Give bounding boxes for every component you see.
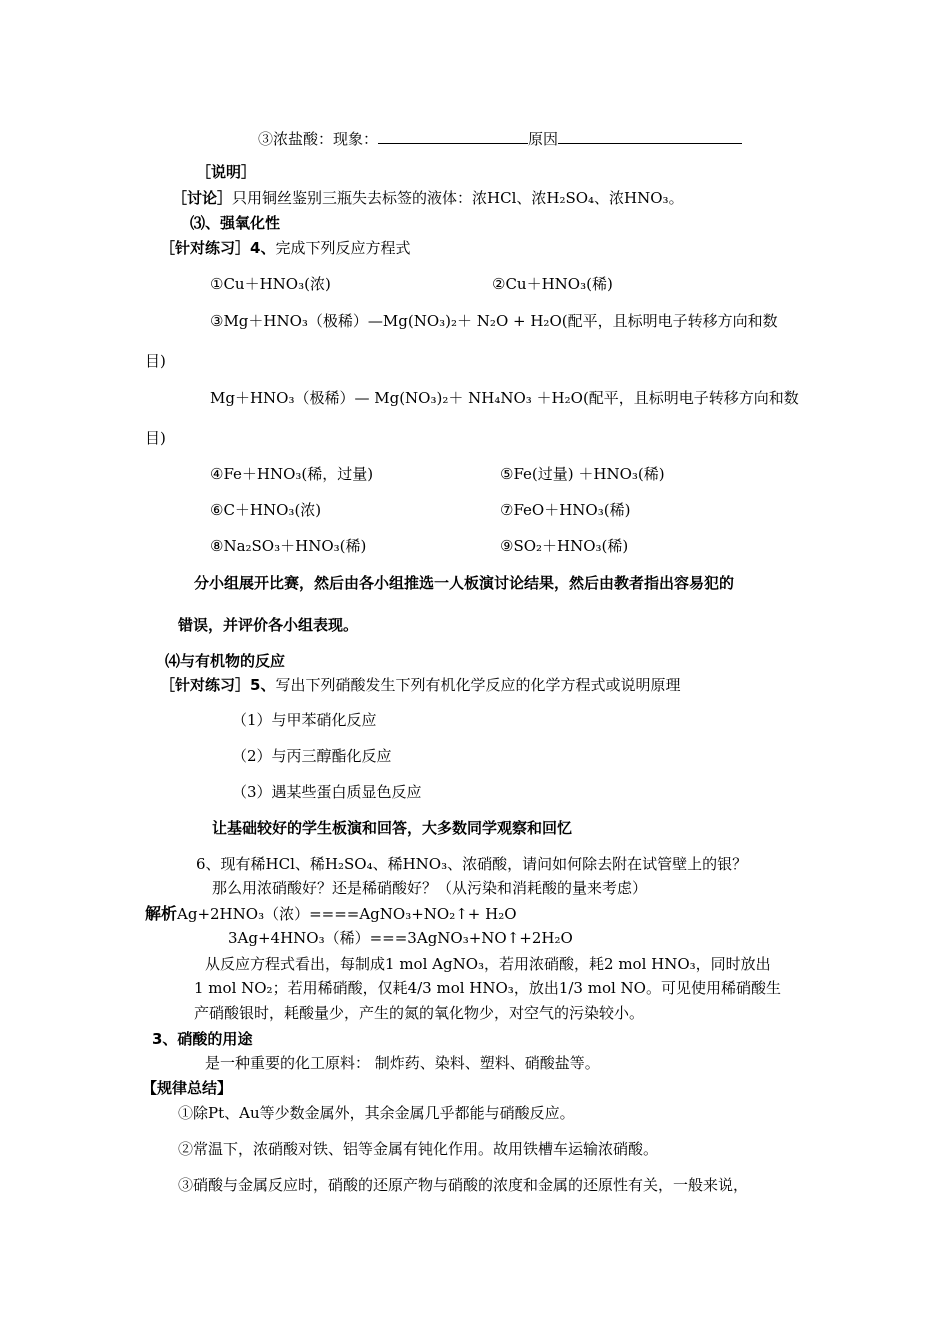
summary-item-3: ③硝酸与金属反应时，硝酸的还原产物与硝酸的浓度和金属的还原性有关，一般来说， bbox=[178, 1176, 749, 1194]
equation-7-feo: ⑦FeO＋HNO₃(稀) bbox=[500, 501, 631, 519]
summary-item-1: ①除Pt、Au等少数金属外，其余金属几乎都能与硝酸反应。 bbox=[178, 1104, 575, 1122]
analysis-para-line3: 产硝酸银时，耗酸量少，产生的氮的氧化物少，对空气的污染较小。 bbox=[194, 1004, 645, 1022]
equation-2-cu-dilute: ②Cu＋HNO₃(稀) bbox=[492, 275, 613, 293]
practice-4-line bbox=[160, 238, 410, 258]
strong-oxidation-heading: ⑶、强氧化性 bbox=[190, 214, 281, 232]
discussion-text: 只用铜丝鉴别三瓶失去标签的液体：浓HCl、浓H₂SO₄、浓HNO₃。 bbox=[232, 189, 684, 207]
equation-6-c: ⑥C＋HNO₃(浓) bbox=[210, 501, 322, 519]
equation-4-fe: ④Fe＋HNO₃(稀，过量) bbox=[210, 465, 374, 483]
equation-3-mg-n2o: ③Mg＋HNO₃（极稀）—Mg(NO₃)₂＋ N₂O + H₂O(配平，且标明电子转移方向和数 bbox=[210, 312, 778, 330]
summary-item-2: ②常温下，浓硝酸对铁、铝等金属有钝化作用。故用铁槽车运输浓硝酸。 bbox=[178, 1140, 659, 1158]
practice-4-lead: ［针对练习］4、 bbox=[160, 239, 276, 257]
equation-9-so2: ⑨SO₂＋HNO₃(稀) bbox=[500, 537, 629, 555]
organic-item-2: （2）与丙三醇酯化反应 bbox=[232, 747, 392, 765]
discussion-line bbox=[172, 188, 684, 208]
analysis-para-line2: 1 mol NO₂；若用稀硝酸，仅耗4/3 mol HNO₃，放出1/3 mol NO。可见使用稀硝酸生 bbox=[194, 979, 781, 997]
analysis-equation-conc: Ag+2HNO₃（浓）====AgNO₃+NO₂↑+ H₂O bbox=[177, 905, 517, 923]
equation-8-na2so3: ⑧Na₂SO₃＋HNO₃(稀) bbox=[210, 537, 367, 555]
nitric-acid-uses-heading: 3、硝酸的用途 bbox=[152, 1030, 253, 1048]
equation-mg-nh4no3: Mg＋HNO₃（极稀）— Mg(NO₃)₂＋ NH₄NO₃ ＋H₂O(配平，且标明电子转移方向和数 bbox=[210, 389, 799, 407]
group-activity-line1: 分小组展开比赛，然后由各小组推选一人板演讨论结果，然后由教者指出容易犯的 bbox=[194, 574, 735, 592]
organic-item-3: （3）遇某些蛋白质显色反应 bbox=[232, 783, 422, 801]
phenomenon-blank[interactable] bbox=[378, 127, 528, 144]
practice-5-line bbox=[160, 675, 680, 695]
explanation-heading: ［说明］ bbox=[196, 163, 257, 181]
analysis-lead: 解析 bbox=[145, 904, 178, 923]
organic-item-1: （1）与甲苯硝化反应 bbox=[232, 711, 377, 729]
practice-5-lead: ［针对练习］5、 bbox=[160, 676, 276, 694]
reason-blank[interactable] bbox=[558, 127, 742, 144]
discussion-lead: ［讨论］ bbox=[172, 189, 233, 207]
reason-label: 原因 bbox=[528, 130, 559, 148]
analysis-line1 bbox=[145, 904, 517, 924]
summary-heading: 【规律总结】 bbox=[142, 1079, 233, 1097]
equation-5-fe-excess: ⑤Fe(过量) ＋HNO₃(稀) bbox=[500, 465, 665, 483]
organic-reaction-heading: ⑷与有机物的反应 bbox=[165, 652, 286, 670]
question-6-line1: 6、现有稀HCl、稀H₂SO₄、稀HNO₃、浓硝酸，请问如何除去附在试管壁上的银？ bbox=[196, 855, 748, 873]
analysis-para-line1: 从反应方程式看出，每制成1 mol AgNO₃，若用浓硝酸，耗2 mol HNO₃，同时放出 bbox=[205, 955, 771, 973]
board-demo-line: 让基础较好的学生板演和回答，大多数同学观察和回忆 bbox=[212, 819, 573, 837]
line-conc-hcl bbox=[258, 127, 742, 149]
nitric-acid-uses-text: 是一种重要的化工原料： 制炸药、染料、塑料、硝酸盐等。 bbox=[205, 1054, 600, 1072]
practice-5-text: 写出下列硝酸发生下列有机化学反应的化学方程式或说明原理 bbox=[275, 676, 681, 694]
practice-4-text: 完成下列反应方程式 bbox=[275, 239, 411, 257]
conc-hcl-label: ③浓盐酸：现象： bbox=[258, 130, 379, 148]
equation-3-cont: 目) bbox=[145, 352, 166, 370]
equation-mg-nh4no3-cont: 目) bbox=[145, 429, 166, 447]
analysis-equation-dilute: 3Ag+4HNO₃（稀）===3AgNO₃+NO↑+2H₂O bbox=[228, 929, 573, 947]
equation-1-cu-conc: ①Cu＋HNO₃(浓) bbox=[210, 275, 331, 293]
question-6-line2: 那么用浓硝酸好？还是稀硝酸好？（从污染和消耗酸的量来考虑） bbox=[212, 879, 648, 897]
group-activity-line2: 错误，并评价各小组表现。 bbox=[178, 616, 359, 634]
